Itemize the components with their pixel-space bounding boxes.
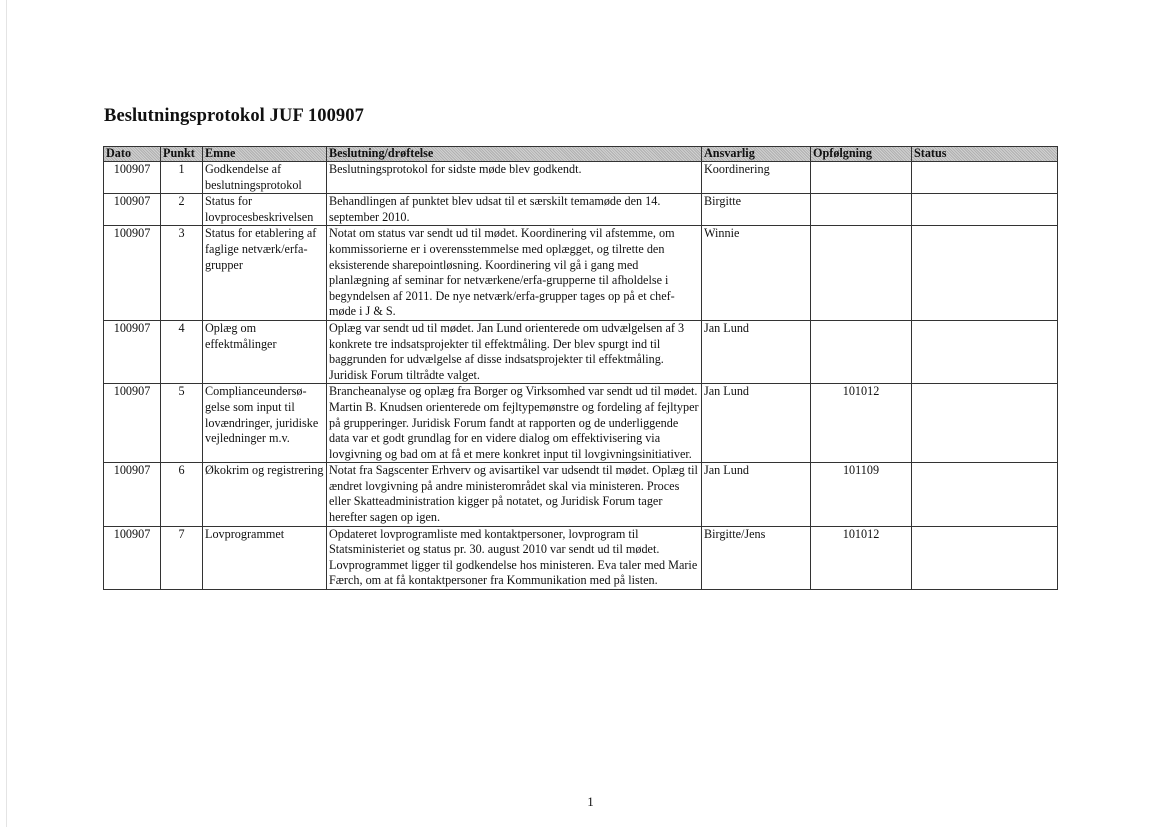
header-status: Status: [912, 147, 1058, 162]
cell-status: [912, 526, 1058, 589]
cell-beslutning: Oplæg var sendt ud til mødet. Jan Lund orienterede om udvælgelsen af 3 konkrete tre indsatsprojekter til effektmåling. Der blev spurgt ind til baggrunden for udvælgelse af disse indsatsprojekter til effektmåling. Juridisk Forum tiltrådte valget.: [327, 320, 702, 383]
document-title: Beslutningsprotokol JUF 100907: [104, 106, 364, 126]
cell-beslutning: Notat om status var sendt ud til mødet. Koordinering vil afstemme, om kommissorierne er i overensstemmelse med oplægget, og tilrette den eksisterende sharepointløsning. Koordinering vil gå i gang med planlægning af seminar for netværkene/erfa-grupperne til afholdelse i begyndelsen af 2011. De nye netværk/erfa-grupper tages op på et chef-møde i J & S.: [327, 226, 702, 321]
cell-opfolgning: 101109: [811, 463, 912, 526]
table-row: [104, 384, 1058, 463]
cell-dato: 100907: [104, 320, 161, 383]
scan-edge-line: [6, 0, 7, 827]
cell-opfolgning: [811, 226, 912, 321]
cell-emne: Status for lovprocesbeskrivelsen: [203, 194, 327, 226]
cell-emne: Lovprogrammet: [203, 526, 327, 589]
cell-emne: Oplæg om effektmålinger: [203, 320, 327, 383]
table-row: [104, 194, 1058, 226]
cell-ansvarlig: Birgitte/Jens: [702, 526, 811, 589]
header-dato: Dato: [104, 147, 161, 162]
header-opfolgning: Opfølgning: [811, 147, 912, 162]
header-ansvarlig: Ansvarlig: [702, 147, 811, 162]
cell-beslutning: Brancheanalyse og oplæg fra Borger og Virksomhed var sendt ud til mødet. Martin B. Knudsen orienterede om fejltypemønstre og fordeling af fejltyper på grupperinger. Juridisk Forum fandt at rapporten og de underliggende data var et godt grundlag for en videre dialog om effektivisering via lovgivning og bad om at få et mere konkret input til lovgivningsinitiativer.: [327, 384, 702, 463]
table-row: [104, 226, 1058, 321]
cell-beslutning: Notat fra Sagscenter Erhverv og avisartikel var udsendt til mødet. Oplæg til ændret lovgivning på andre ministerområdet skal via ministeren. Proces eller Skatteadministration kigger på notatet, og Juridisk Forum tager herefter sagen op igen.: [327, 463, 702, 526]
cell-dato: 100907: [104, 463, 161, 526]
cell-dato: 100907: [104, 162, 161, 194]
table-row: [104, 162, 1058, 194]
cell-status: [912, 463, 1058, 526]
cell-emne: Økokrim og registrering: [203, 463, 327, 526]
cell-opfolgning: 101012: [811, 384, 912, 463]
cell-emne: Status for etablering af faglige netværk/erfa-grupper: [203, 226, 327, 321]
cell-emne: Complianceundersø-gelse som input til lovændringer, juridiske vejledninger m.v.: [203, 384, 327, 463]
cell-opfolgning: [811, 162, 912, 194]
cell-status: [912, 226, 1058, 321]
cell-emne: Godkendelse af beslutningsprotokol: [203, 162, 327, 194]
cell-dato: 100907: [104, 226, 161, 321]
cell-punkt: 5: [161, 384, 203, 463]
cell-ansvarlig: Jan Lund: [702, 463, 811, 526]
cell-opfolgning: [811, 320, 912, 383]
cell-beslutning: Behandlingen af punktet blev udsat til et særskilt temamøde den 14. september 2010.: [327, 194, 702, 226]
page-number: 1: [587, 794, 594, 809]
cell-punkt: 4: [161, 320, 203, 383]
cell-punkt: 1: [161, 162, 203, 194]
header-emne: Emne: [203, 147, 327, 162]
cell-dato: 100907: [104, 384, 161, 463]
table-row: [104, 526, 1058, 589]
cell-status: [912, 320, 1058, 383]
cell-opfolgning: [811, 194, 912, 226]
cell-ansvarlig: Jan Lund: [702, 384, 811, 463]
cell-punkt: 7: [161, 526, 203, 589]
table-row: [104, 463, 1058, 526]
cell-beslutning: Beslutningsprotokol for sidste møde blev godkendt.: [327, 162, 702, 194]
cell-opfolgning: 101012: [811, 526, 912, 589]
cell-ansvarlig: Koordinering: [702, 162, 811, 194]
header-punkt: Punkt: [161, 147, 203, 162]
table-header-row: [104, 147, 1058, 162]
cell-punkt: 6: [161, 463, 203, 526]
table-row: [104, 320, 1058, 383]
cell-dato: 100907: [104, 526, 161, 589]
cell-ansvarlig: Winnie: [702, 226, 811, 321]
cell-dato: 100907: [104, 194, 161, 226]
cell-status: [912, 162, 1058, 194]
cell-status: [912, 384, 1058, 463]
cell-ansvarlig: Jan Lund: [702, 320, 811, 383]
cell-punkt: 2: [161, 194, 203, 226]
cell-punkt: 3: [161, 226, 203, 321]
cell-status: [912, 194, 1058, 226]
header-beslutning: Beslutning/drøftelse: [327, 147, 702, 162]
cell-ansvarlig: Birgitte: [702, 194, 811, 226]
decision-protocol-table: [103, 146, 1058, 590]
cell-beslutning: Opdateret lovprogramliste med kontaktpersoner, lovprogram til Statsministeriet og status pr. 30. august 2010 var sendt ud til mødet. Lovprogrammet ligger til godkendelse hos ministeren. Eva taler med Marie Færch, om at få kontaktpersoner fra Kommunikation med på listen.: [327, 526, 702, 589]
